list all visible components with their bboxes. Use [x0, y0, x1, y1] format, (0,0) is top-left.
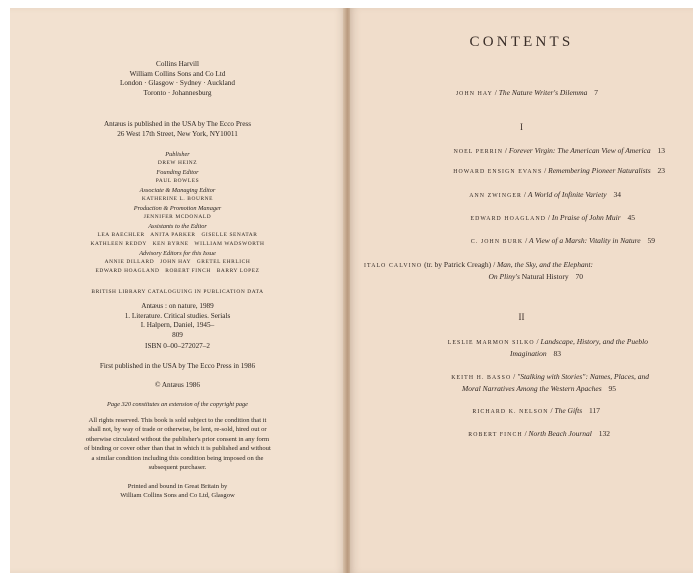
toc-page: 34	[613, 190, 621, 199]
toc-title: The Nature Writer's Dilemma	[498, 88, 588, 97]
toc-entry	[451, 372, 649, 381]
isbn: ISBN 0–00–272027–2	[145, 342, 210, 350]
toc-page: 13	[657, 146, 665, 155]
staff-names: LEA BAECHLER ANITA PARKER GISELLE SENATAR	[97, 232, 258, 238]
toc-title: The Gifts	[554, 406, 583, 415]
toc-title: Remembering Pioneer Naturalists	[548, 166, 651, 175]
toc-author: NOEL PERRIN	[453, 149, 503, 155]
toc-translator: (tr. by Patrick Creagh)	[424, 260, 492, 269]
toc-author: EDWARD HOAGLAND	[470, 216, 547, 222]
toc-separator: /	[536, 337, 539, 346]
toc-entry-continued	[510, 349, 561, 358]
toc-page: 132	[598, 429, 610, 438]
section-numeral: I	[520, 122, 523, 132]
toc-title: On Pliny's	[488, 272, 520, 281]
contents-heading: CONTENTS	[469, 34, 574, 50]
staff-role: Founding Editor	[156, 169, 199, 176]
toc-title: Imagination	[509, 349, 547, 358]
toc-page: 7	[594, 88, 598, 97]
toc-author: LESLIE MARMON SILKO	[447, 340, 535, 346]
rights-line: subsequent purchaser.	[148, 464, 207, 472]
toc-title: Man, the Sky, and the Elephant:	[497, 260, 594, 269]
toc-author: C. JOHN BURK	[470, 239, 524, 245]
toc-author: JOHN HAY	[455, 91, 493, 97]
staff-role: Associate & Managing Editor	[139, 187, 216, 194]
toc-entry	[468, 429, 610, 438]
staff-names: JENNIFER MCDONALD	[143, 214, 212, 220]
rights-line: All rights reserved. This book is sold subject to the condition that it	[88, 417, 267, 424]
toc-author: KEITH H. BASSO	[451, 375, 512, 381]
toc-title: A View of a Marsh: Vitality in Nature	[529, 236, 641, 245]
copyright-extension-note: Page 320 constitutes an extension of the copyright page	[107, 401, 248, 408]
toc-author: ROBERT FINCH	[468, 432, 523, 438]
rights-line: shall not, by way of trade or otherwise, be lent, re-sold, hired out or	[88, 426, 267, 434]
rights-line: a similar condition including this condition being imposed on the	[91, 454, 264, 462]
toc-title: Forever Virgin: The American View of America	[508, 146, 651, 155]
staff-names: KATHERINE L. BOURNE	[141, 196, 214, 202]
staff-names: PAUL BOWLES	[155, 178, 200, 184]
cip-line: I. Halpern, Daniel, 1945–	[140, 321, 215, 330]
staff-role: Assistants to the Editor	[148, 223, 207, 230]
toc-author: ITALO CALVINO	[364, 263, 423, 269]
toc-title: In Praise of John Muir	[551, 213, 621, 222]
right-page	[350, 8, 693, 573]
toc-separator: /	[513, 372, 516, 381]
first-published: First published in the USA by The Ecco Press in 1986	[99, 362, 256, 370]
imprint-line: London · Glasgow · Sydney · Auckland	[120, 79, 235, 88]
toc-author: HOWARD ENSIGN EVANS	[453, 169, 543, 175]
staff-names: EDWARD HOAGLAND ROBERT FINCH BARRY LOPEZ	[95, 268, 260, 274]
toc-title: Moral Narratives Among the Western Apaches	[461, 384, 602, 393]
section-numeral: II	[518, 312, 525, 322]
rights-line: of binding or cover other than that in which it is published and without	[84, 445, 271, 453]
imprint-line: Collins Harvill	[156, 60, 199, 68]
cip-line: 1. Literature. Critical studies. Serials	[124, 311, 231, 320]
toc-entry	[469, 190, 621, 199]
toc-separator: /	[494, 88, 497, 97]
toc-page: 70	[575, 272, 583, 281]
toc-title: Natural History	[521, 272, 569, 281]
staff-role: Publisher	[165, 151, 190, 158]
staff-names: ANNIE DILLARD JOHN HAY GRETEL EHRLICH	[104, 259, 251, 265]
toc-title: "Stalking with Stories": Names, Places, and	[517, 372, 649, 381]
toc-author: ANN ZWINGER	[469, 193, 523, 199]
toc-author: RICHARD K. NELSON	[472, 409, 549, 415]
cip-heading: BRITISH LIBRARY CATALOGUING IN PUBLICATION DATA	[91, 289, 264, 295]
toc-entry	[453, 166, 665, 175]
toc-page: 59	[647, 236, 655, 245]
toc-title: North Beach Journal	[528, 429, 592, 438]
masthead	[10, 150, 345, 276]
toc-entry	[456, 88, 598, 97]
toc-page: 95	[608, 384, 616, 393]
toc-title: Landscape, History, and the Pueblo	[540, 337, 648, 346]
publisher-imprint	[10, 60, 345, 98]
toc-title: A World of Infinite Variety	[527, 190, 607, 199]
imprint-line: William Collins Sons and Co Ltd	[129, 69, 226, 78]
toc-entry	[472, 406, 600, 415]
left-page	[10, 8, 345, 573]
toc-page: 23	[657, 166, 665, 175]
staff-names: DREW HEINZ	[157, 160, 198, 166]
toc-separator: /	[524, 429, 527, 438]
toc-entry	[470, 213, 635, 222]
toc-page: 45	[627, 213, 635, 222]
toc-entry	[471, 236, 655, 245]
imprint-line: Toronto · Johannesburg	[143, 88, 212, 97]
toc-separator: /	[525, 236, 528, 245]
toc-separator: /	[523, 190, 526, 199]
toc-entry	[448, 337, 648, 346]
printer-line: William Collins Sons and Co Ltd, Glasgow	[120, 492, 235, 500]
toc-entry	[364, 260, 593, 269]
toc-separator: /	[544, 166, 547, 175]
cip-line: Antæus : on nature, 1989	[141, 302, 214, 310]
copyright-notice: © Antæus 1986	[155, 381, 200, 389]
printer-note	[10, 482, 345, 501]
toc-separator: /	[493, 260, 496, 269]
toc-separator: /	[504, 146, 507, 155]
us-publisher-line: 26 West 17th Street, New York, NY10011	[117, 129, 238, 138]
toc-entry	[454, 146, 665, 155]
toc-page: 83	[553, 349, 561, 358]
staff-names: KATHLEEN REDDY KEN BYRNE WILLIAM WADSWORTH	[90, 241, 265, 247]
us-publisher-line: Antæus is published in the USA by The Ecco Press	[103, 120, 251, 128]
printer-line: Printed and bound in Great Britain by	[127, 483, 228, 490]
toc-separator: /	[550, 406, 553, 415]
cip-data	[10, 302, 345, 340]
staff-role: Advisory Editors for this Issue	[139, 250, 216, 257]
toc-entry-continued	[462, 384, 616, 393]
cip-line: 809	[172, 330, 183, 339]
rights-statement	[10, 416, 345, 472]
toc-page: 117	[589, 406, 600, 415]
us-publisher-note	[10, 120, 345, 139]
rights-line: otherwise circulated without the publisher's prior consent in any form	[85, 435, 270, 443]
staff-role: Production & Promotion Manager	[133, 205, 222, 212]
toc-entry-continued	[488, 272, 583, 281]
toc-separator: /	[547, 213, 550, 222]
